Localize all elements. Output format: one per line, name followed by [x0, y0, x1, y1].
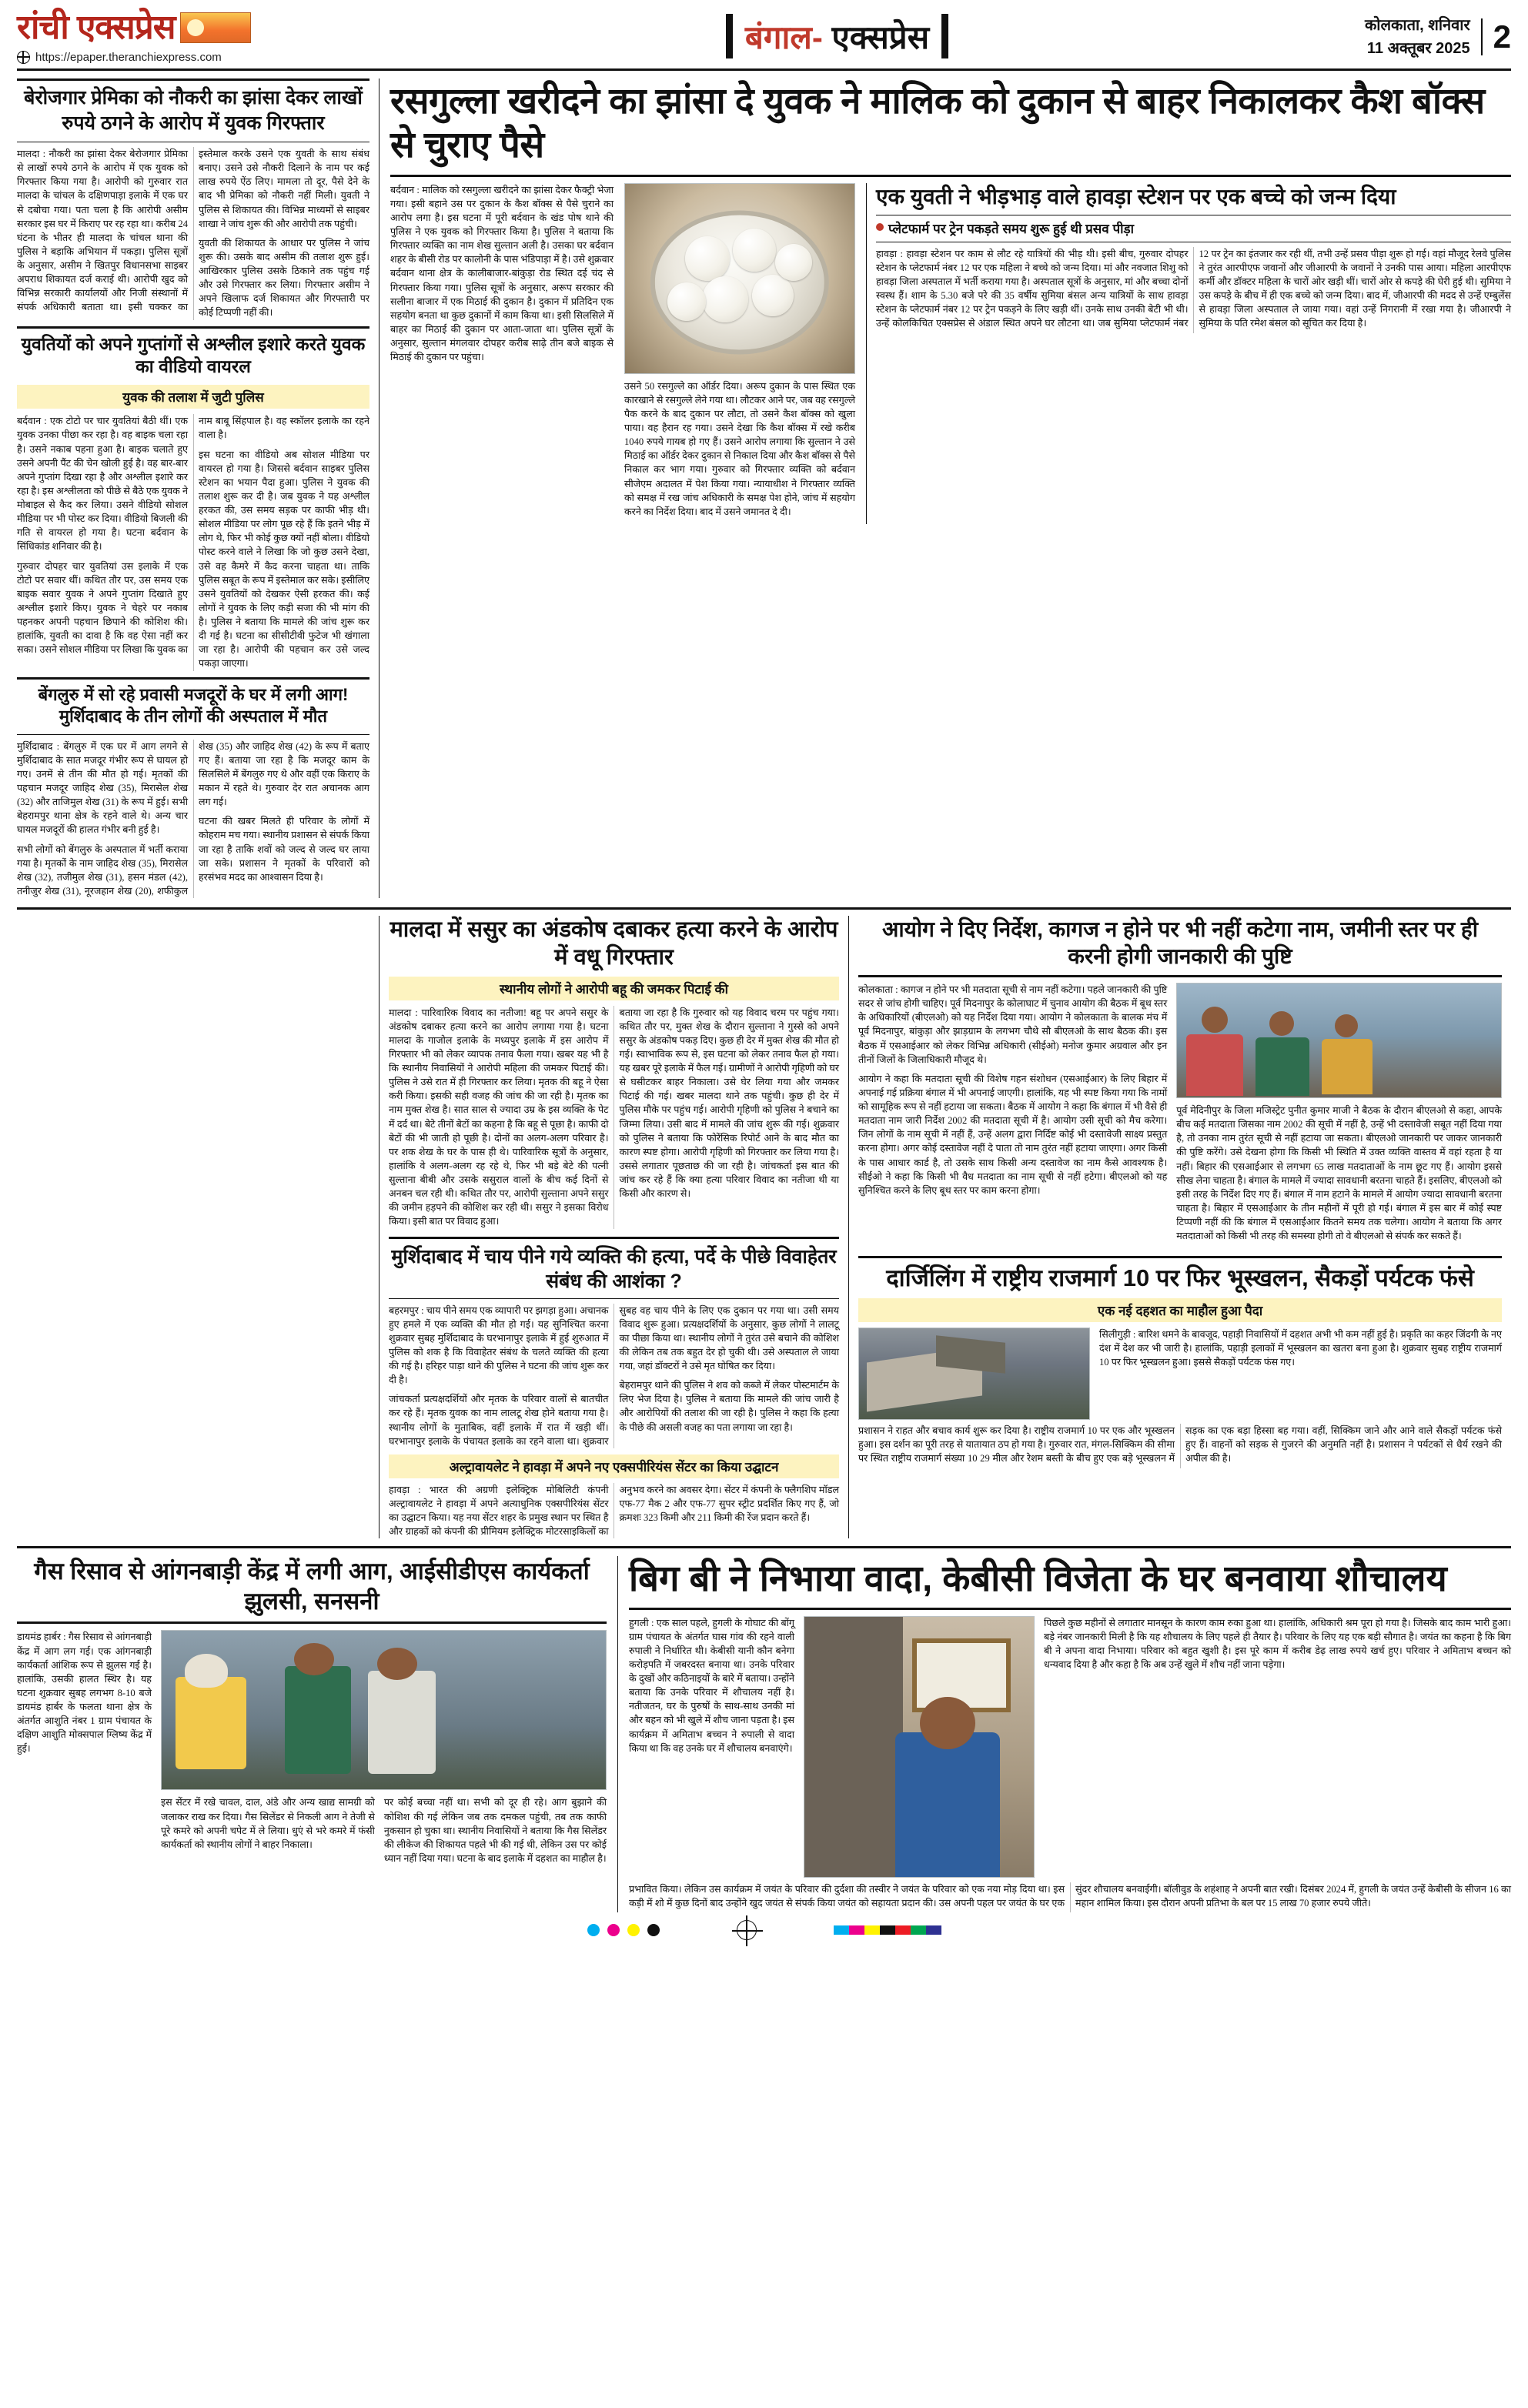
person-head [1202, 1007, 1228, 1033]
howrah-body [876, 247, 1511, 333]
bigb-body-2 [629, 1882, 1511, 1913]
divider [17, 78, 369, 81]
darjeeling-kicker: एक नई दहशत का माहौल हुआ पैदा [858, 1298, 1502, 1322]
bigb-col-1 [629, 1616, 794, 1878]
left-headline-2: युवतियों को अपने गुप्तांगों से अश्लील इशारे करते युवक का वीडियो वायरल [21, 333, 366, 377]
masthead-right [1257, 11, 1511, 60]
murshidabad-headline: मुर्शिदाबाद में चाय पीने गये व्यक्ति की हत्या, पर्दे के पीछे विवाहेतर संबंध की आशंका ? [391, 1245, 837, 1292]
howrah-subhead: प्लेटफार्म पर ट्रेन पकड़ते समय शुरू हुई थी प्रसव पीड़ा [888, 221, 1135, 236]
commission-headline: आयोग ने दिए निर्देश, कागज न होने पर भी नहीं कटेगा नाम, जमीनी स्तर पर ही करनी होगी जानकारी की पुष्टि [882, 917, 1478, 969]
cyan-dot [587, 1924, 600, 1936]
middle-section [17, 907, 1511, 1538]
divider [858, 975, 1502, 977]
paragraph: बहरमपुर : चाय पीने समय एक व्यापारी पर झगड़ा हुआ। अचानक हुए हमले में एक व्यक्ति की मौत हो गई। यह सुनिश्चित करना शुक्रवार सुबह मुर्शिदाबाद के घरभानापुर इलाके में हुई शुरुआत में पुलिस को शक है कि विवाहेतर संबंध के चलते व्यक्ति की हत्या की गई है। हरिहर पाड़ा थाने की पुलिस ने घटना की जांच शुरू कर दी है। [389, 1304, 609, 1386]
bar-magenta [849, 1925, 864, 1935]
darjeeling-photo-wrap [858, 1328, 1090, 1420]
bar-yellow [864, 1925, 880, 1935]
section-title-part1: बंगाल- [744, 18, 823, 55]
person-2 [285, 1666, 351, 1774]
lead-and-howrah [379, 78, 1511, 898]
anganwadi-lower-text [161, 1795, 607, 1871]
malda-column [379, 916, 848, 1538]
magenta-dot [607, 1924, 620, 1936]
bigb-photo-wrap [804, 1616, 1035, 1878]
anganwadi-photo-wrap [161, 1630, 607, 1871]
landslide-photo [858, 1328, 1090, 1420]
paragraph: बताया जा रहा है कि गुरुवार को यह विवाद चरम पर पहुंच गया। कथित तौर पर, मुक्त शेख के दौरान सुल्ताना ने गुस्से को अपने ससुर के अंडकोष पकड़ दिए। कुछ ही देर में मुक्त शेख की मौत हो गई। स्वाभाविक रूप से, इस घटना को लेकर तनाव फैल हो गया। यह खबर पूरे इलाके में फैल गई। ग्रामीणों ने आरोपी गृहिणी को घर से घसीटकर बाहर निकाला। उसे घेर लिया गया और जमकर पिटाई की गई। खबर मालदा थाने तक पहुंची। कुछ ही देर में पुलिस मौके पर पहुंच गई। आरोपी गृहिणी को पुलिस ने बचाने का जिम्मा लिया। उसी बाद में मामले की जांच शुरू की गई। शुक्रवार को पुलिस ने बताया कि फोरेंसिक रिपोर्ट आने के बाद मौत का कारण स्पष्ट होगा। आरोपी गृहिणी को गिरफ्तार कर लिया गया है। उससे लगातार पूछताछ की जा रही है। जांचकर्ता इस बात की जांच कर रहे हैं कि क्या हत्या परिवार विवाद का नतीजा थी या किसी और कारण से। [619, 1007, 839, 1200]
bigb-column [617, 1556, 1511, 1912]
commission-col-2 [1176, 983, 1502, 1248]
rasgulla-ball [775, 244, 812, 281]
rasgulla-photo [624, 183, 855, 374]
paragraph: आयोग ने कहा कि मतदाता सूची की विशेष गहन संशोधन (एसआईआर) के लिए बिहार में अपनाई गई प्रक्रिया बंगाल में भी अपनाई जाएगी। हालांकि, यह भी स्पष्ट किया गया कि नामों को सामूहिक रूप से नहीं हटाया जा सकता। बैठक में आयोग ने कहा कि बंगाल में भी वैसे ही मतदाता नाम जारी निर्देश 2002 की मतदाता सूची में है। आयोग उसी सूची को मैच करेगा। जिन लोगों के नाम सूची में नहीं हैं, उन्हें अलग द्वारा निर्दिष्ट कोई भी दस्तावेजी साक्ष्य प्रस्तुत करना होगा। अगर कोई दस्तावेज नहीं दे पाता तो नाम तुरंत नहीं हटाया जाएगा। अगर किसी के पास आधार कार्ड है, तो उसके साथ किसी अन्य दस्तावेज का नाम कैसे आवश्यक है। सीईओ ने कहा कि किसी भी वैध मतदाता का नाम सूची से नहीं हटेगा। बीएलओ को यह सुनिश्चित करने के लिए बूथ स्तर पर काम करना होगा। [858, 1073, 1168, 1196]
malda-body [389, 1006, 839, 1229]
divider [858, 1256, 1502, 1258]
globe-icon [17, 51, 30, 64]
helmet-icon [185, 1654, 228, 1688]
person-body [1186, 1034, 1243, 1096]
left-kicker-2: युवक की तलाश में जुटी पुलिस [17, 385, 369, 409]
section-banner [417, 11, 1257, 58]
anganwadi-headline: गैस रिसाव से आंगनबाड़ी केंद्र में लगी आग, आईसीडीएस कार्यकर्ता झुलसी, सनसनी [34, 1558, 590, 1615]
masthead-left [17, 8, 417, 64]
paragraph: मालदा : पारिवारिक विवाद का नतीजा! बहू पर अपने ससुर के अंडकोष दबाकर हत्या करने का आरोप लगाया गया है। घटना मालदा के गाजोल इलाके के मध्यपुर इलाके में इस आरोप में गिरफ्तार भी को लेकर व्यापक तनाव फैला गया। खबर यह भी है कि स्थानीय निवासियों ने आरोपी महिला की जमकर पिटाई की। पुलिस ने उसे रात में ही गिरफ्तार कर लिया। मृतक की बहू ने ऐसा करी किया। इसकी सही वजह की जांच की जा रही है। मृतक का नाम मुक्त शेख है। सात साल से ज्यादा उम्र के इस व्यक्ति के पेट में दर्द था। बेटे तीनों बेटों का कहना है कि बहू से पूछा है। काफी दो बेटों की भी जाती हो पूछी है। दोनों का अलग-अलग परिवार है। पर शक शेख के घर के पास ही थे। पारिवारिक सूत्रों के अनुसार, हालांकि वे अलग-अलग रह रहे थे, फिर भी बड़े बेटे की पत्नी सुल्ताना बीबी और उसके ससुराल वालों के बीच कई दिनों से अनबन चल रही थी। कथित तौर पर, आरोपी सुल्ताना अपने ससुर की जमीन हड़पने की कोशिश कर रही थी। ससुर ने इसका विरोध किया। इसी बात पर विवाद हुआ। [389, 1007, 609, 1227]
paragraph: इस सेंटर में रखे चावल, दाल, अंडे और अन्य खाद्य सामग्री को जलाकर राख कर दिया। गैस सिलेंडर से निकली आग ने तेजी से पूरे कमरे को अपनी चपेट में ले लिया। धुएं से भरे कमरे में फंसी कार्यकर्ता को स्थानीय लोगों ने बाहर निकाला। [161, 1797, 375, 1850]
edition-date-text: 11 अक्तूबर 2025 [1366, 40, 1470, 57]
ultraviolet-body [389, 1483, 839, 1539]
darjeeling-text [1099, 1328, 1502, 1420]
rasgulla-ball [733, 229, 776, 272]
bullet-icon [876, 223, 884, 231]
toilet-handover-photo [804, 1616, 1035, 1878]
lead-headline: रसगुल्ला खरीदने का झांसा दे युवक ने मालिक को दुकान से बाहर निकालकर कैश बॉक्स से चुराए पैसे [390, 80, 1485, 165]
paragraph: मालदा : नौकरी का झांसा देकर बेरोजगार प्रेमिका से लाखों रुपये ठगने के आरोप में एक युवक को गिरफ्तार किया गया है। आरोपी को गुरुवार रात मालदा के चांचल के दक्षिणपाड़ा इलाके में एक घर से दबोचा गया। पता चला है कि आरोपी असीम सरकार इस घर में किराए पर रह रहा था। करीब 24 घंटना के भीतर ही मालदा के चांचल थाना की पुलिस ने बड़ाकि अभियान में पकड़ा। पुलिस सूत्रों के अनुसार, असीम ने खितपुर विधानसभा साइबर अपराध शिकायत दर्ज कराई थी। आरोपी खुद को विभिन्न सरकारी कार्यालयों और निजी संस्थानों में संपर्क अधिकारी बताता था। इसी चक्कर का इस्तेमाल करके उसने एक युवती के साथ संबंध बनाए। उसने उसे नौकरी दिलाने के नाम पर कई लाख रुपये ऐंठ लिए। मामला तो दूर, पैसे देने के बाद भी प्रेमिका को नौकरी नहीं मिली। युवती ने पुलिस से शिकायत की। विभिन्न माध्यमों से साइबर शाखा ने जांच शुरू की और आरोपी तक पहुंची। [17, 149, 369, 313]
bar-cyan [834, 1925, 849, 1935]
commission-column [848, 916, 1511, 1538]
person-head [1335, 1014, 1358, 1037]
person-head [1269, 1011, 1294, 1036]
paragraph: युवती की शिकायत के आधार पर पुलिस ने जांच शुरू की। उसके बाद असीम की तलाश शुरू हुई। आखिरकार पुलिस उसके ठिकाने तक पहुंच गई और उसे गिरफ्तार कर लिया। गिरफ्तार असीम ने अपने खिलाफ दर्ज शिकायत और गिरफ्तारी पर कोई टिप्पणी नहीं की। [199, 237, 369, 319]
rasgulla-ball [702, 276, 748, 322]
howrah-box [866, 183, 1511, 524]
paragraph: गुरुवार दोपहर चार युवतियां उस इलाके में एक टोटो पर सवार थीं। कथित तौर पर, उस समय एक बाइक सवार युवक ने अपने गुप्तांग दिखाते हुए अश्लील इशारे किए। युवक ने चेहरे पर नकाब पहनकर अपनी पहचान छिपाने की कोशिश की। हालांकि, युवती का दावा है कि वह ऐसा नहीं कर सका। उसने सोशल मीडिया पर लिखा कि युवक का नाम बाबू सिंहपाल है। वह स्कॉलर इलाके का रहने वाला है। [17, 416, 369, 656]
banner-bar-left [726, 14, 733, 58]
divider [390, 175, 1511, 177]
bar-black [880, 1925, 895, 1935]
black-dot [647, 1924, 660, 1936]
paragraph: सभी लोगों को बेंगलुरु के अस्पताल में भर्ती कराया गया है। मृतकों के नाम जाहिद शेख (35), मिरासेल शेख (32), तजीमुल शेख (31), हसन मंडल (42), तनीजुर शेख (31), नूरजहान शेख (20), शफीकुल शेख (35) और जाहिद शेख (42) के रूप में बताए गए हैं। बताया जा रहा है कि मजदूर काम के सिलसिले में बेंगलुरु गए थे और वहीं एक किराए के मकान में रहते थे। गुरुवार देर रात अचानक आग लग गई। [17, 740, 369, 897]
commission-body [858, 983, 1502, 1248]
paragraph: सिलीगुड़ी : बारिश थमने के बावजूद, पहाड़ी निवासियों में दहशत अभी भी कम नहीं हुई है। प्रकृति का कहर जिंदगी के नए दंश में देश कर भी जारी है। हालांकि, पहाड़ी इलाकों में भूस्खलन का खतरा बना हुआ है। शुक्रवार सुबह राष्ट्रीय राजमार्ग 10 पर फिर भूस्खलन हुआ। इससे सैकड़ों पर्यटक फंस गए। [1098, 1329, 1502, 1368]
color-bars [834, 1925, 941, 1935]
bar-green [911, 1925, 926, 1935]
darjeeling-body [858, 1328, 1502, 1420]
url-text: https://epaper.theranchiexpress.com [35, 51, 222, 64]
top-section [17, 78, 1511, 898]
divider [17, 1621, 607, 1624]
divider [17, 326, 369, 329]
divider [389, 1237, 839, 1239]
rasgulla-ball [685, 236, 730, 281]
murshidabad-body [389, 1304, 839, 1448]
paragraph: हावड़ा : हावड़ा स्टेशन पर काम से लौट रहे यात्रियों की भीड़ थी। इसी बीच, गुरुवार दोपहर स्टेशन के प्लेटफार्म नंबर 12 पर एक महिला ने बच्चे को जन्म दिया। मां और नवजात शिशु को हावड़ा जिला अस्पताल में भर्ती कराया गया है। अस्पताल सूत्रों के अनुसार, मां और बच्चा दोनों स्वस्थ हैं। शाम के 5.30 बजे परे की 35 वर्षीय सुमिया बंसल अन्य यात्रियों के साथ हावड़ा स्टेशन के प्लेटफार्म नंबर 12 पर ट्रेन पकड़ने के लिए खड़ी थीं। उनके साथ उनकी बेटी भी थी। उन्हें कोलकिचित एक्सप्रेस से अंडाल स्थित अपने घर लौटना था। जब सुमिया प्लेटफार्म नंबर 12 पर ट्रेन का इंतजार कर रही थीं, तभी उन्हें प्रसव पीड़ा शुरू हो गई। वहां मौजूद रेलवे पुलिस ने तुरंत आरपीएफ जवानों और जीआरपी के जवानों ने उनकी पास आया। महिला आरपीएफ कर्मी और डॉक्टर महिला के चारों ओर खड़ी थीं। चारों ओर से कपड़े की घेरी हुई थी। सुमिया ने उस कपड़े के बीच में ही एक बच्चे को जन्म दिया। बाद में, जीआरपी की मदद से उन्हें एम्बुलेंस से हावड़ा जिला अस्पताल ले जाया गया। वहां उन्हें निगरानी में रखा गया है। जीआरपी ने सुमिया के पति रमेश बंसल को सूचित कर दिया है। [876, 248, 1511, 329]
anganwadi-column [17, 1556, 617, 1912]
paragraph: बर्दवान : एक टोटो पर चार युवतियां बैठी थीं। एक युवक उनका पीछा कर रहा है। वह बाइक चला रहा है। उसने नकाब पहना हुआ है। बाइक चलाते हुए उसने अपनी पैंट की चेन खोली हुई है। वह बार-बार अपने गुप्तांग दिखा रहा है और अश्लील इशारे कर रहा है। इस अश्लीलता को पीछे से बैठे एक युवक ने मोबाइल से कैद कर लिया। उसने वीडियो सोशल मीडिया पर भी पोस्ट कर दिया। वीडियो बिजली की गति से वायरल हो गया है। घटना बर्दवान के सिंधिकांड शनिवार की है। [17, 416, 188, 553]
fire-scene-photo [161, 1630, 607, 1790]
yellow-dot [627, 1924, 640, 1936]
registration-crosshair-icon [737, 1920, 757, 1940]
sun-logo-icon [180, 12, 251, 43]
paragraph: हावड़ा : भारत की अग्रणी इलेक्ट्रिक मोबिलिटी कंपनी अल्ट्रावायलेट ने हावड़ा में अपने अत्याधुनिक एक्सपीरियंस सेंटर का उद्घाटन किया। यह नया सेंटर शहर के प्रमुख स्थान पर स्थित है और ग्राहकों को कंपनी की प्रीमियम इलेक्ट्रिक मोटरसाइकिलों का अनुभव करने का अवसर देगा। सेंटर में कंपनी के फ्लैगशिप मॉडल एफ-77 मैक 2 और एफ-77 सुपर स्ट्रीट प्रदर्शित किए गए हैं, जो क्रमशः 323 किमी और 211 किमी की रेंज प्रदान करते हैं। [389, 1484, 839, 1538]
bottom-section [17, 1546, 1511, 1912]
rasgulla-ball [752, 275, 794, 316]
paragraph: मुर्शिदाबाद : बेंगलुरु में एक घर में आग लगने से मुर्शिदाबाद के सात मजदूर गंभीर रूप से घायल हो गए। उनमें से तीन की मौत हो गई। मृतकों की पहचान मजदूर जाहिद शेख (35), मिरासेल शेख (32) और ताजिमुल शेख (31) के रूप में हुई। सभी बेहरामपुर थाना क्षेत्र के रहने वाले थे। अन्य चार घायल मजदूरों की हालत गंभीर बनी हुई है। [17, 740, 188, 836]
person-body [1322, 1039, 1373, 1094]
bigb-headline: बिग बी ने निभाया वादा, केबीसी विजेता के घर बनवाया शौचालय [629, 1558, 1447, 1599]
howrah-headline: एक युवती ने भीड़भाड़ वाले हावड़ा स्टेशन पर एक बच्चे को जन्म दिया [876, 184, 1396, 209]
bigb-body [629, 1616, 1511, 1878]
divider [629, 1608, 1511, 1610]
epaper-url[interactable] [17, 51, 417, 64]
divider [389, 1298, 839, 1299]
edition-city-day: कोलकाता, शनिवार [1364, 17, 1470, 34]
banner-bar-right [941, 14, 948, 58]
lead-body [390, 183, 1511, 524]
bloes-meeting-photo [1176, 983, 1502, 1098]
paragraph: पूर्व मेदिनीपुर के जिला मजिस्ट्रेट पुनीत कुमार माजी ने बैठक के दौरान बीएलओ से कहा, आपके बीच कई मतदाता जिसका नाम 2002 की सूची में नहीं है, उन्हें भी दस्तावेजी सबूत नहीं दिया गया है, तो उनका नाम तुरंत सूची से नहीं हटाया जा सकता। बीएलओ जानकारी पर जाकर जानकारी की पुष्टि करेंगे। उसे देखना होगा कि किसी भी स्थिति में उक्त व्यक्ति वास्तव में वहां रहता है या नहीं। बिहार की एसआईआर से लगभग 65 लाख मतदाताओं के नाम छूट गए हैं। आयोग इससे सीख लेना चाहता है। बंगाल के मामले में ज्यादा सावधानी बरतना चाहते हैं। इसलिए, बीएलओ को इसी तरह के निर्देश दिए गए हैं। बंगाल में नाम हटाने के मामले में आयोग ज्यादा सावधानी बरतना चाहता है। बिहार में एसआईआर के तीन महीनों में पूरी हो गई। बंगाल में इस बार में कोई स्पष्ट टिप्पणी नहीं की कि बंगाल में एसआईआर कितने समय तक चलेगा। आयोग ने बताया कि अगर मतदाताओं को किसी भी तरह की समस्या होगी तो वे बीएलओ से संपर्क कर सकते हैं। [1176, 1105, 1502, 1242]
left-article-3-body [17, 740, 369, 898]
logo-text: रांची एक्सप्रेस [17, 8, 176, 46]
paragraph: कोलकाता : कागज न होने पर भी मतदाता सूची से नाम नहीं कटेगा। पहले जानकारी की पुष्टि सदर से जांच होगी चाहिए। पूर्व मिदनापुर के कोलाघाट में चुनाव आयोग की बैठक में बूथ स्तर के अधिकारियों (बीएलओ) को यह निर्देश दिया गया। आयोग ने कोलकाता के बालक मंच में पूर्व मिदनापुर, बांकुड़ा और झाड़ग्राम के लगभग चौथे सौ बीएलओ के साथ बैठक की। इस बैठक में एसआईआर को लेकर विभिन्न अधिकारी (सीईओ) मनोज कुमार अग्रवाल और इन तीनों जिलों के जिलाधिकारी मौजूद थे। [858, 984, 1168, 1065]
section-title [745, 15, 929, 58]
darjeeling-body-2 [858, 1424, 1502, 1468]
page-number: 2 [1481, 18, 1511, 55]
paragraph: प्रशासन ने राहत और बचाव कार्य शुरू कर दिया है। राष्ट्रीय राजमार्ग 10 पर एक और भूस्खलन हुआ। इस दर्शन का पूरी तरह से यातायात ठप हो गया है। गुरुवार रात, मंगल-सिक्किम की सीमा पर स्थित राष्ट्रीय राजमार्ग संख्या 10 29 मील और रेशम बस्ती के बीच हुए एक बड़े भूस्खलन में सड़क का एक बड़ा हिस्सा बह गया। वहीं, सिक्किम जाने और आने वाले सैकड़ों पर्यटक फंसे हुए हैं। वाहनों को सड़क से गुजरने की अनुमति नहीं है। प्रशासन ने पर्यटकों से धैर्य रखने की अपील की है। [858, 1425, 1502, 1465]
paragraph: डायमंड हार्बर : गैस रिसाव से आंगनबाड़ी केंद्र में आग लग गई। एक आंगनबाड़ी कार्यकर्ता आंशिक रूप से झुलस गई है। हालांकि, उसकी हालत स्थिर है। यह घटना शुक्रवार सुबह लगभग 8-10 बजे डायमंड हार्बर के फलता थाना क्षेत्र के अंतर्गत आशुति नंबर 1 ग्राम पंचायत के दक्षिण आशुति मोक्सपाल ग्लिष्य केंद्र में हुई। [17, 1631, 152, 1755]
bar-red [895, 1925, 911, 1935]
section-title-part2: एक्सप्रेस [831, 18, 930, 55]
anganwadi-body [17, 1630, 607, 1871]
paragraph: बेहरामपुर थाने की पुलिस ने शव को कब्जे में लेकर पोस्टमार्टम के लिए भेज दिया है। पुलिस ने बताया कि मामले की जांच जारी है और आरोपियों की तलाश की जा रही है। पुलिस ने कहा कि हत्या के पीछे की असली वजह का पता लगाया जा रहा है। [619, 1380, 839, 1433]
person-3 [368, 1671, 436, 1774]
newspaper-logo[interactable] [17, 8, 417, 46]
malda-kicker: स्थानीय लोगों ने आरोपी बहू की जमकर पिटाई की [389, 977, 839, 1000]
firefighter-1 [176, 1677, 246, 1769]
paragraph: प्रभावित किया। लेकिन उस कार्यक्रम में जयंत के परिवार की दुर्दशा की तस्वीर ने जयंत के परिवार को एक नया मोड़ दिया था। इस कड़ी में शो में कुछ दिनों बाद उन्होंने खुद जयंत से संपर्क किया जयंत को सहायता प्रदान की। उस अपनी पहल पर जयंत के घर एक सुंदर शौचालय बनवाईगी। बॉलीवुड के शहंशाह ने अपनी बात रखी। दिसंबर 2024 में, हुगली के जयंत उन्हें केबीसी के सीजन 16 का महान शामिल किया। इस दौरान अपनी प्रतिभा के बल पर 15 लाख 70 हजार रुपये जीते। [629, 1883, 1511, 1909]
commission-col-1 [858, 983, 1167, 1248]
masthead [17, 8, 1511, 71]
ultraviolet-kicker: अल्ट्रावायलेट ने हावड़ा में अपने नए एक्सपीरियंस सेंटर का किया उद्घाटन [389, 1454, 839, 1478]
lead-photo-wrap [624, 183, 855, 524]
paragraph: जांचकर्ता प्रत्यक्षदर्शियों और मृतक के परिवार वालों से बातचीत कर रहे हैं। मृतक युवक का नाम लालटू शेख होने बताया गया है। स्थानीय लोगों के मुताबिक, वहीं इलाके में रात में खड़ी थीं। घरभानापुर इलाके के पंचायत इलाके का रहने वाला था। शुक्रवार सुबह वह चाय पीने के लिए एक दुकान पर गया था। उसी समय विवाद शुरू हुआ। प्रत्यक्षदर्शियों के अनुसार, कुछ लोगों ने लालटू का पीछा किया था। स्थानीय लोगों ने तुरंत उसे बचाने की कोशिश की लेकिन तब तक बहुत देर हो चुकी थी। उसे अस्पताल ले जाया गया, जहां डॉक्टरों ने उसे मृत घोषित कर दिया। [389, 1304, 839, 1447]
left-article-1-body [17, 147, 369, 320]
anganwadi-col-1 [17, 1630, 152, 1871]
doorway [804, 1617, 903, 1877]
middle-left-spacer [17, 916, 379, 1538]
registration-marks [17, 1912, 1511, 1952]
divider [17, 677, 369, 680]
lead-left-text [390, 183, 614, 524]
rasgulla-ball [667, 282, 706, 321]
paragraph: पर कोई बच्चा नहीं था। सभी को दूर ही रहे। आग बुझाने की कोशिश की गई लेकिन जब तक दमकल पहुंची, तब तक काफी नुकसान हो चुका था। स्थानीय निवासियों ने बताया कि गैस सिलेंडर की लीकेज की शिकायत पहले भी की गई थी, लेकिन उस पर कोई ध्यान नहीं दिया गया। घटना के बाद इलाके में दहशत का माहौल है। [383, 1797, 607, 1864]
malda-headline: मालदा में ससुर का अंडकोष दबाकर हत्या करने के आरोप में वधू गिरफ्तार [390, 917, 838, 970]
paragraph: बर्दवान : मालिक को रसगुल्ला खरीदने का झांसा देकर फैक्ट्री भेजा गया। इसी बहाने उस पर दुकान के कैश बॉक्स से पैसे चुराने का आरोप लगा है। इस घटना में पूरी बर्दवान के खंड पोष थाने की पुलिस ने एक युवक को गिरफ्तार किया है। पुलिस ने बताया कि गिरफ्तार व्यक्ति का नाम शेख सुल्तान अली है। उसका घर बर्दवान शहर के बीसी रोड पर कालोनी के पास भंडिपाड़ा में है। उसे शुक्रवार बर्दवान थाना क्षेत्र के कालीबाजार-बांकुड़ा रोड स्थित दई चंद से गिरफ्तार किया गया। पुलिस सूत्रों के अनुसार, अरूप सरकार की सलीना बाजार में एक मिठाई की दुकान है। दुकान में प्रतिदिन एक सहयोग बनता था कुछ दुकानों में काम किया था। इसी सिलसिले में बाहर का मिठाई की दुकान पर आता-जाता था। पुलिस सूत्रों के अनुसार, सुल्तान मंगलवार दोपहर करीब साढ़े तीन बजे बाइक से मिठाई की दुकान पर पहुंचा। [390, 184, 614, 363]
left-article-2-body [17, 414, 369, 670]
person-torso [895, 1732, 1000, 1878]
person-head [920, 1697, 975, 1749]
darjeeling-headline: दार्जिलिंग में राष्ट्रीय राजमार्ग 10 पर फिर भूस्खलन, सैकड़ों पर्यटक फंसे [886, 1264, 1474, 1292]
edition-date [1365, 14, 1470, 60]
paragraph: हुगली : एक साल पहले, हुगली के गोघाट की बोंगू ग्राम पंचायत के अंतर्गत घास गांव की रहने वाली रुपाली ने निर्धारित थी। केबीसी यानी कौन बनेगा करोड़पति में जबरदस्त बनाया था। उनके परिवार के दुखों और कठिनाइयों के बारे में बताया। उन्होंने बताया कि उनके परिवार में शौचालय नहीं है। नतीजतन, घर के पुरुषों के साथ-साथ उनकी मां और बहन को भी खुले में शौच जाना पड़ता है। इस कार्यक्रम में अमिताभ बच्चन ने रुपाली से वादा किया था कि वह उनके घर में शौचालय बनवाएंगे। [629, 1617, 794, 1754]
howrah-subhead-row [876, 219, 1511, 237]
bigb-col-3 [1044, 1616, 1511, 1878]
person-body [1256, 1037, 1309, 1096]
paragraph: इस घटना का वीडियो अब सोशल मीडिया पर वायरल हो गया है। जिससे बर्दवान साइबर पुलिस स्टेशन का भयान पैदा हुआ। पुलिस ने युवक की तलाश शुरू कर दी है। जब युवक ने यह अश्लील हरकत की, उस समय सड़क पर काफी भीड़ थी। सोशल मीडिया पर लोग पूछ रहे हैं कि इतने भीड़ में लोग थे, फिर भी कोई कुछ क्यों नहीं बोला। वीडियो पोस्ट करने वाले ने लिखा कि जो कुछ उसने देखा, उसे वह कैमरे में कैद करना चाहता था। ताकि पुलिस सबूत के रूप में इस्तेमाल कर सके। इसीलिए उसने युवतियों को देखकर ऐसी हरकत की। कई लोगों ने युवक के लिए कड़ी सजा की भी मांग की है। पुलिस ने बताया कि मामले की जांच शुरू कर दी गई है। घटना का सीसीटीवी फुटेज भी खंगाला जा रहा है। आरोपी की पहचान कर उसे जल्द पकड़ा जाएगा। [199, 449, 369, 670]
divider [17, 734, 369, 735]
left-column [17, 78, 379, 898]
paragraph: घटना की खबर मिलते ही परिवार के लोगों में कोहराम मच गया। स्थानीय प्रशासन से संपर्क किया जा रहा है ताकि शवों को जल्द से जल्द घर लाया जा सके। प्रशासन ने मृतकों के परिवारों को हरसंभव मदद का आश्वासन दिया है। [199, 816, 369, 883]
left-headline-1: बेरोजगार प्रेमिका को नौकरी का झांसा देकर लाखों रुपये ठगने के आरोप में युवक गिरफ्तार [24, 87, 363, 134]
left-headline-3: बेंगलुरु में सो रहे प्रवासी मजदूरों के घर में लगी आग! मुर्शिदाबाद के तीन लोगों की अस्पताल में मौत [38, 684, 349, 726]
bar-blue [926, 1925, 941, 1935]
paragraph: उसने 50 रसगुल्ले का ऑर्डर दिया। अरूप दुकान के पास स्थित एक कारखाने से रसगुल्ले लेने गया था। लौटकर आने पर, जब वह रसगुल्ले पैक करने के बाद दुकान पर लौटा, तो उसने कैश बॉक्स को खुला पाया। वह हैरान रह गया। उसने देखा कि कैश बॉक्स में रखे करीब 1040 रुपये गायब हो गए हैं। उसने आरोप लगाया कि सुल्तान ने उसे मिठाई का ऑर्डर देकर दुकान से निकाल दिया और कैश बॉक्स से पैसे निकाल कर भाग गया। गुरुवार को गिरफ्तार व्यक्ति को बर्दवान सीजेएम अदालत में पेश किया गया। न्यायाधीश ने गिरफ्तार व्यक्ति को समक्ष में रख जांच अधिकारी के समक्ष पेश होने, जांच में सहयोग करने का निर्देश दिया। बाद में उसने जमानत दे दी। [624, 380, 855, 517]
paragraph: पिछले कुछ महीनों से लगातार मानसून के कारण काम रुका हुआ था। हालांकि, अधिकारी श्रम पूरा हो गया है। जिसके बाद काम भारी हुआ। बड़े नंबर जानकारी मिली है कि यह शौचालय के लिए पहले ही तैयार है। परिवार के लिए यह एक बड़ी सौगात है। जयंत का कहना है कि बिग बी ने अपना वादा निभाया। परिवार को बहुत खुशी है। इस पूरे काम में करीब डेढ़ लाख रुपये खर्च हुए। परिवार ने अमिताभ बच्चन को धन्यवाद दिया है और कहा है कि अब उन्हें खुले में शौच नहीं जाना पड़ेगा। [1044, 1617, 1511, 1670]
